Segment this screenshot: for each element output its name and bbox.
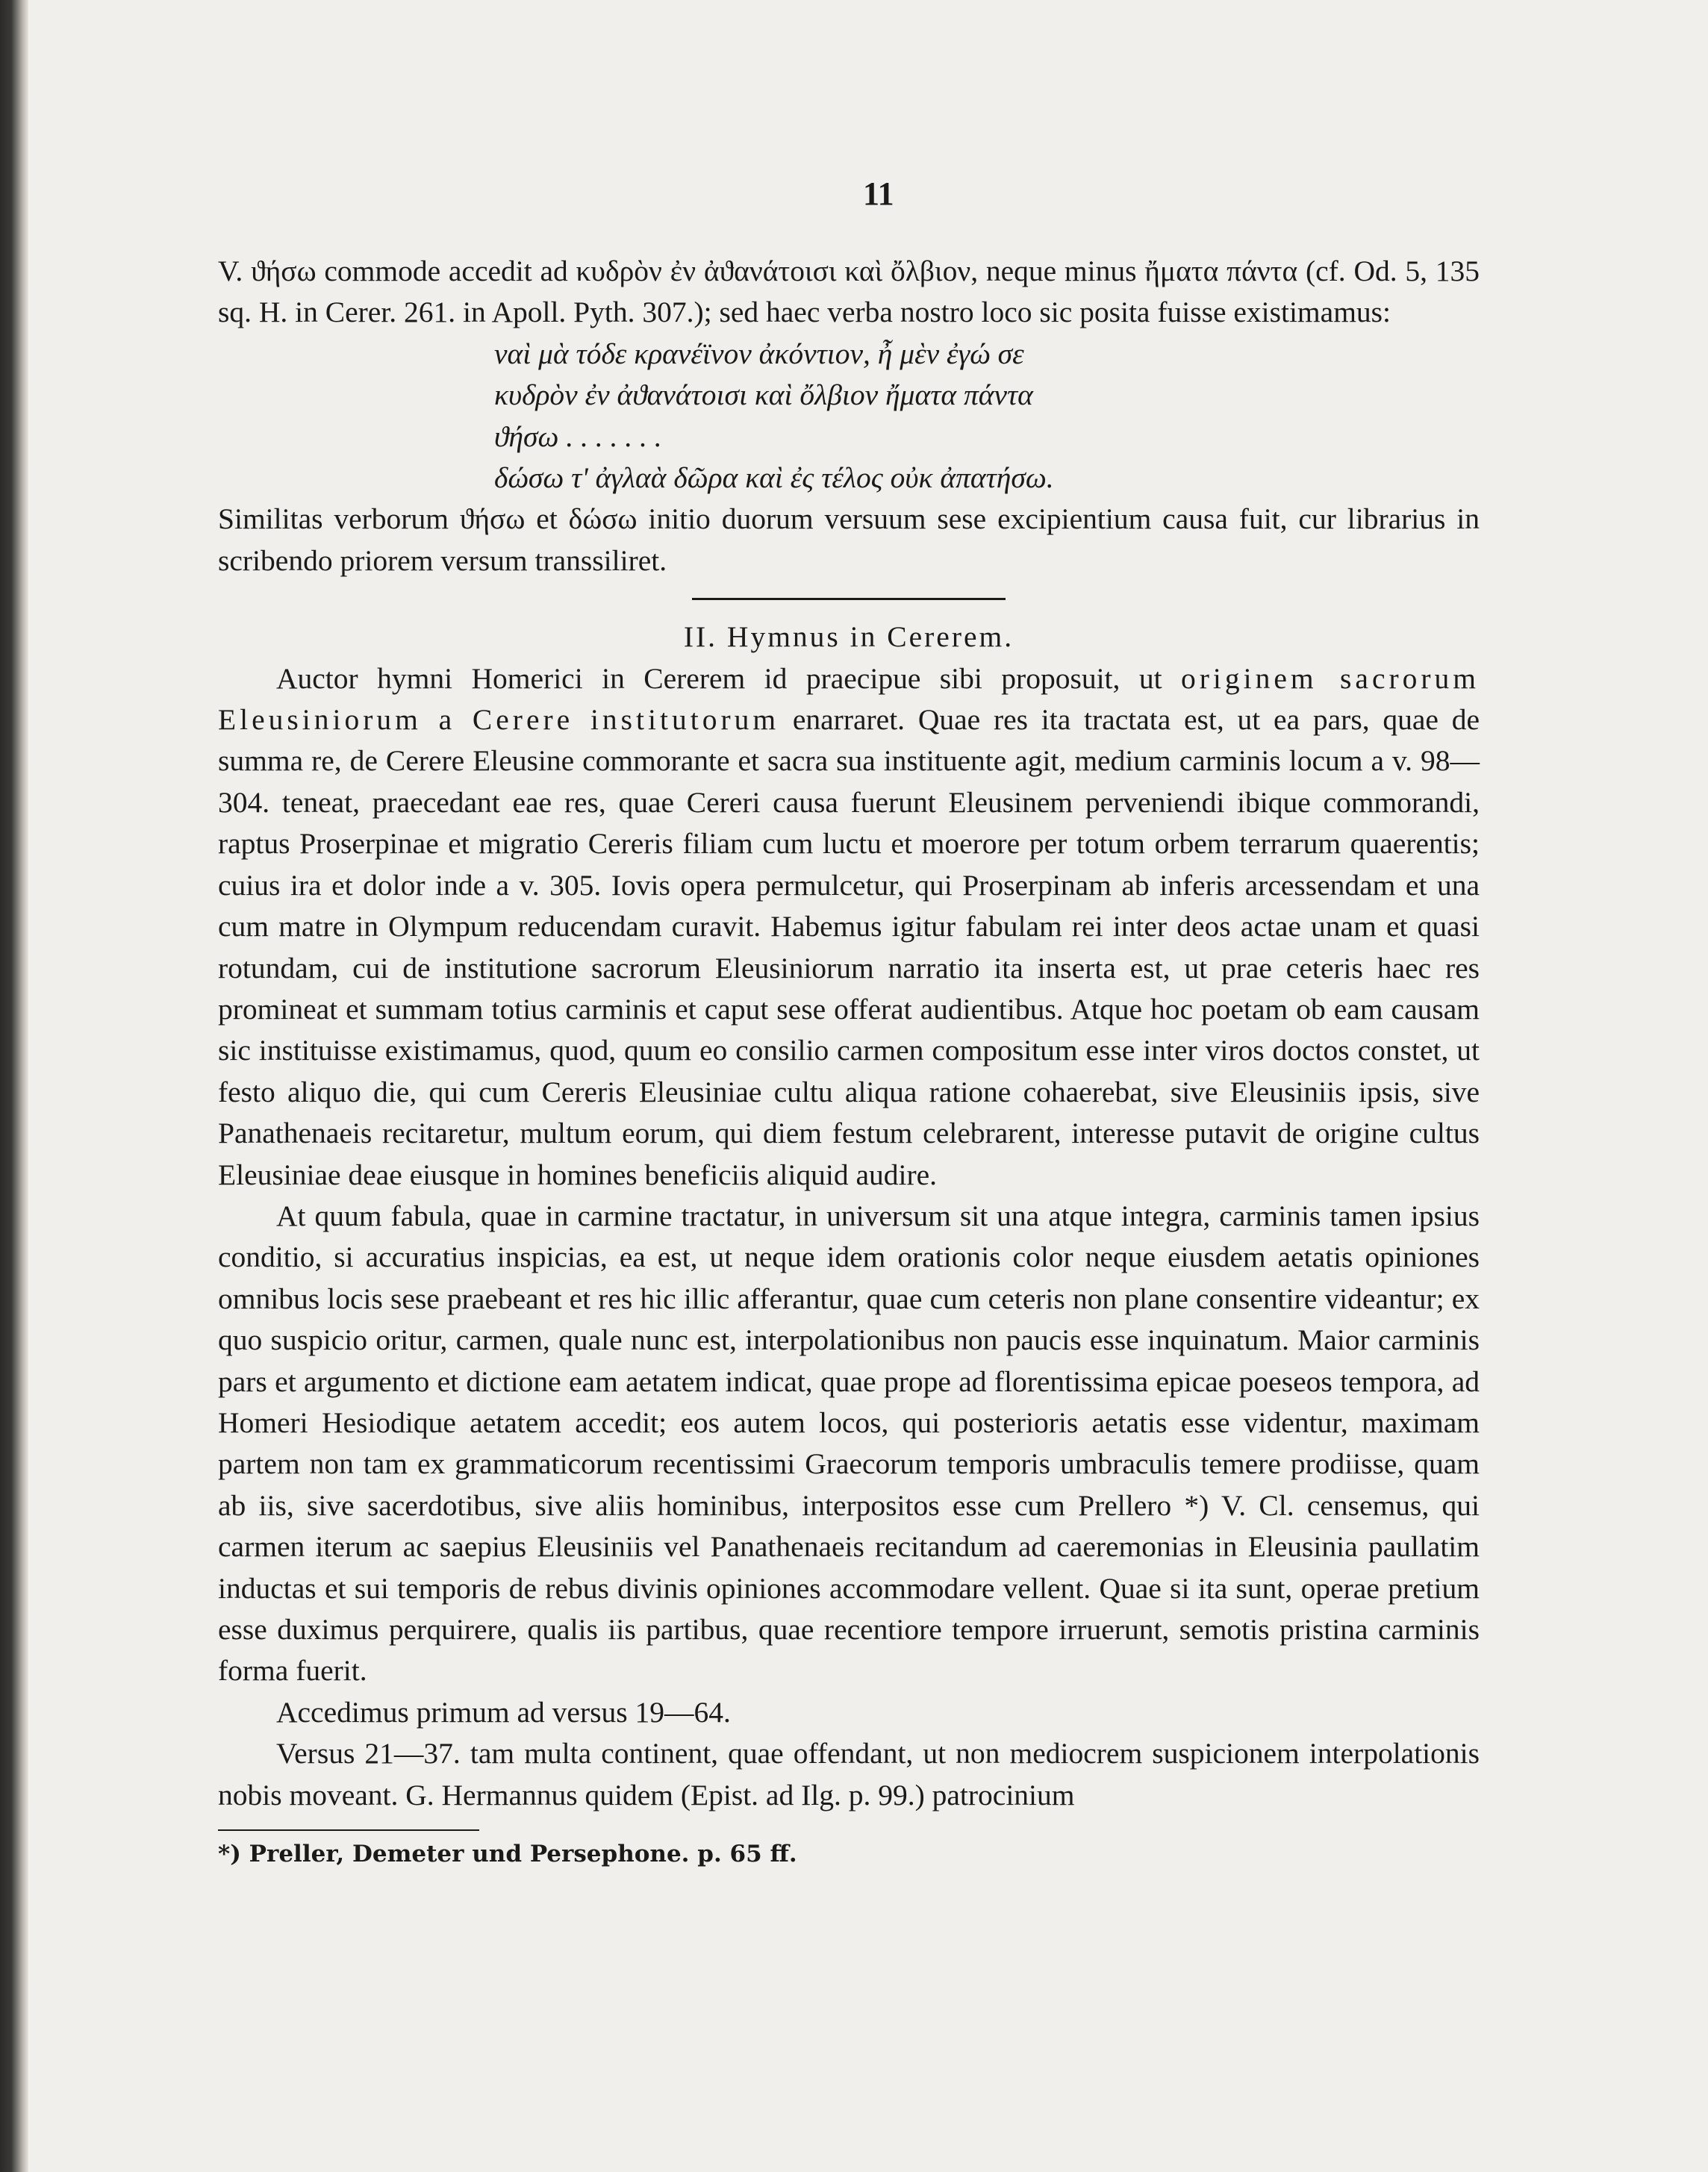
page-number: 11 bbox=[863, 175, 894, 212]
page-edge-shadow bbox=[0, 0, 28, 2172]
auctor-spaced-text: originem sacrorum Eleusiniorum a Cerere institutorum bbox=[218, 661, 1480, 737]
verse-line: ϑήσω . . . . . . . bbox=[494, 419, 662, 453]
paragraph-v: V. ϑήσω commode accedit ad κυδρὸν ἐν ἀϑανάτοισι καὶ ὄλβιον, neque minus ἤματα πάντα (cf. Od. 5, 135 sq. H. in Cerer. 261. in Apoll. Pyth. 307.); sed haec verba nostro loco sic posita fuisse existimamus: bbox=[218, 255, 1480, 329]
page-content bbox=[218, 169, 1480, 1871]
paragraph-at-quum: At quum fabula, quae in carmine tractatur, in universum sit una atque integra, carminis tamen ipsius conditio, si accuratius inspicias, ea est, ut neque idem orationis color neque eiusdem aetatis opiniones omnibus locis sese praebeant et res hic illic afferantur, quae cum ceteris non plane consentire videantur; ex quo suspicio oritur, carmen, quale nunc est, interpolationibus non paucis esse inquinatum. Maior carminis pars et argumento et dictione eam aetatem indicat, quae prope ad florentissima epicae poeseos tempora, ad Homeri Hesiodique aetatem accedit; eos autem locos, qui posterioris aetatis esse videntur, maximam partem non tam ex grammaticorum recentissimi Graecorum temporis umbraculis temere prodiisse, quam ab iis, sive sacerdotibus, sive aliis hominibus, interpositos esse cum Prellero *) V. Cl. censemus, qui carmen iterum ac saepius Eleusiniis vel Panathenaeis recitandum ad caeremonias in Eleusinia paullatim inductas et sui temporis de rebus divinis opiniones accommodare vellent. Quae si ita sunt, operae pretium esse duximus perquirere, qualis iis partibus, quae recentiore tempore irruerunt, semotis pristina carminis forma fuerit. bbox=[218, 1199, 1480, 1688]
auctor-text-a: Auctor hymni Homerici in Cererem id praecipue sibi proposuit, ut bbox=[276, 661, 1162, 695]
footnote: *) Preller, Demeter und Persephone. p. 65 ff. bbox=[218, 1841, 797, 1868]
greek-verses bbox=[494, 334, 1480, 499]
paragraph-auctor bbox=[218, 658, 1480, 1196]
paragraph-versus: Versus 21—37. tam multa continent, quae offendant, ut non mediocrem suspicionem interpolationis nobis moveant. G. Hermannus quidem (Epist. ad Ilg. p. 99.) patrocinium bbox=[218, 1737, 1480, 1811]
section-heading: II. Hymnus in Cererem. bbox=[683, 620, 1014, 654]
paragraph-similitas: Similitas verborum ϑήσω et δώσω initio duorum versuum sese excipientium causa fuit, cur librarius in scribendo priorem versum transsiliret. bbox=[218, 502, 1480, 577]
verse-line: δώσω τ' ἀγλαὰ δῶρα καὶ ἐς τέλος οὐκ ἀπατήσω. bbox=[494, 461, 1054, 495]
verse-line: ναὶ μὰ τόδε κρανέϊνον ἀκόντιον, ἦ μὲν ἐγώ σε bbox=[494, 337, 1024, 370]
paragraph-accedimus: Accedimus primum ad versus 19—64. bbox=[276, 1695, 731, 1729]
auctor-text-c: enarraret. Quae res ita tractata est, ut ea pars, quae de summa re, de Cerere Eleusine commorante et sacra sua instituente agit, medium carminis locum a v. 98—304. teneat, praecedant eae res, quae Cereri causa fuerunt Eleusinem perveniendi ibique commorandi, raptus Proserpinae et migratio Cereris filiam cum luctu et moerore per totum orbem terrarum quaerentis; cuius ira et dolor inde a v. 305. Iovis opera permulcetur, qui Proserpinam ab inferis arcessendam et una cum matre in Olympum reducendam curavit. Habemus igitur fabulam rei inter deos actae unam et quasi rotundam, cui de institutione sacrorum Eleusiniorum narratio ita inserta est, ut prae ceteris haec res promineat et summam totius carminis et caput sese offerat audientibus. Atque hoc poetam ob eam causam sic instituisse existimamus, quod, quum eo consilio carmen compositum esse inter viros doctos constet, ut festo aliquo die, qui cum Cereris Eleusiniae cultu aliqua ratione cohaerebat, sive Eleusiniis ipsis, sive Panathenaeis recitaretur, multum eorum, qui diem festum celebrarent, interesse putavit de origine cultus Eleusiniae deae eiusque in homines beneficiis aliquid audire. bbox=[218, 703, 1480, 1191]
footnote-rule bbox=[218, 1829, 479, 1831]
section-divider bbox=[692, 598, 1006, 600]
verse-line: κυδρὸν ἐν ἀϑανάτοισι καὶ ὄλβιον ἤματα πάντα bbox=[494, 378, 1033, 412]
